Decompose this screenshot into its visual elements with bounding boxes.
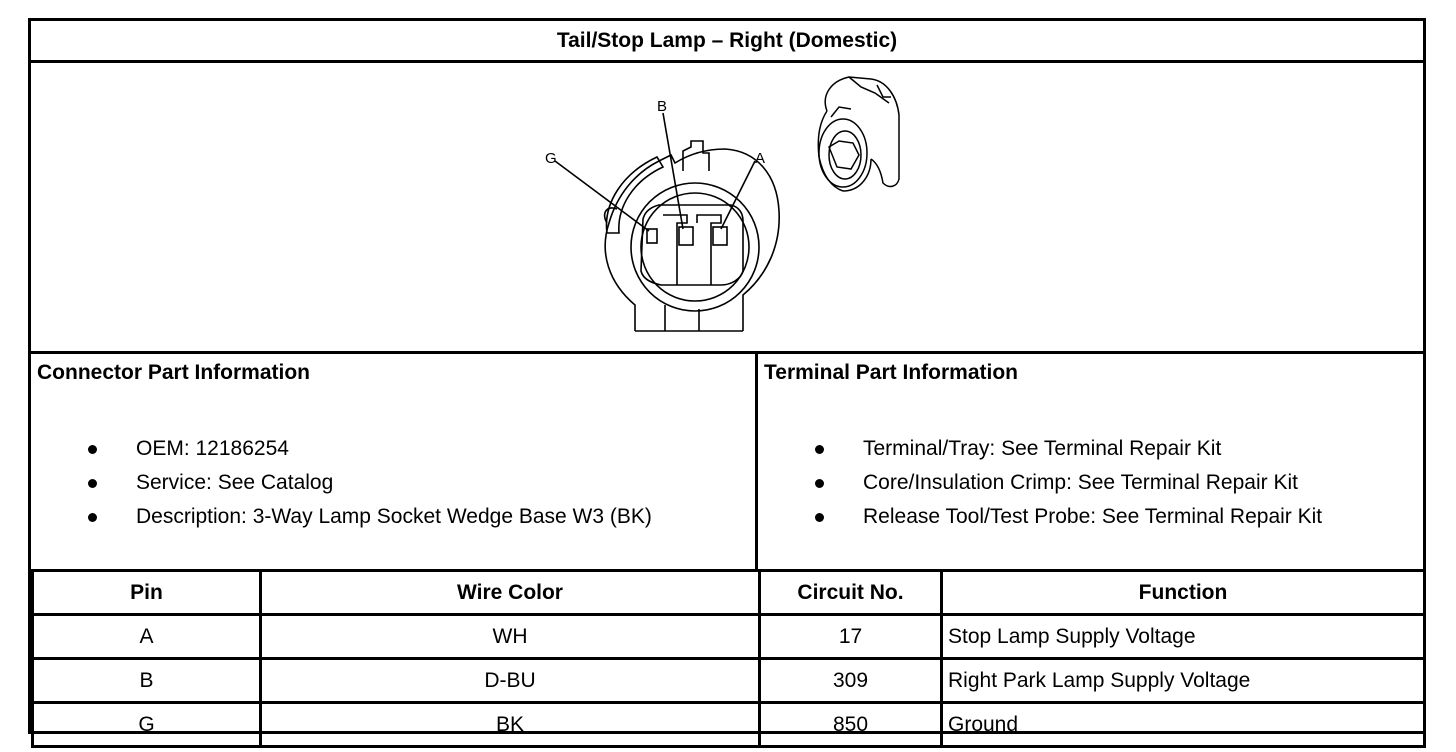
function-cell: Stop Lamp Supply Voltage [942, 615, 1425, 659]
connector-info-heading: Connector Part Information [37, 361, 311, 384]
pin-table [31, 569, 1426, 748]
table-row [33, 615, 1425, 659]
pin-label-b: B [657, 98, 668, 115]
connector-face-view [31, 63, 1423, 351]
function-cell: Right Park Lamp Supply Voltage [942, 659, 1425, 703]
column-header-wire-color: Wire Color [261, 571, 760, 615]
circuit-cell: 309 [760, 659, 942, 703]
column-header-circuit: Circuit No. [760, 571, 942, 615]
page-title: Tail/Stop Lamp – Right (Domestic) [31, 21, 1423, 63]
bullet-icon [88, 479, 97, 488]
table-header-row [33, 571, 1425, 615]
bullet-icon [815, 445, 824, 454]
wire-color-cell: WH [261, 615, 760, 659]
column-header-pin: Pin [33, 571, 261, 615]
bullet-icon [815, 513, 824, 522]
wire-color-cell: D-BU [261, 659, 760, 703]
connector-iso-view [818, 77, 899, 191]
bullet-icon [88, 445, 97, 454]
pin-label-g: G [545, 150, 557, 167]
pin-cell: A [33, 615, 261, 659]
pin-label-a: A [755, 150, 766, 167]
part-information [31, 351, 1423, 572]
circuit-cell: 850 [760, 703, 942, 747]
pin-cell: G [33, 703, 261, 747]
column-header-function: Function [942, 571, 1425, 615]
terminal-info-heading: Terminal Part Information [764, 361, 1018, 384]
wire-color-cell: BK [261, 703, 760, 747]
bullet-icon [815, 479, 824, 488]
connector-part-info: Connector Part Information OEM: 12186254 Service: See Catalog Description: 3-Way Lamp Socket Wedge Base W3 (BK) [31, 354, 758, 572]
terminal-part-info: Terminal Part Information Terminal/Tray: See Terminal Repair Kit Core/Insulation Crimp: See Terminal Repair Kit Release Tool/Test Probe: See Terminal Repair Kit [764, 361, 1323, 528]
circuit-cell: 17 [760, 615, 942, 659]
connector-diagram [31, 63, 1423, 351]
connector-face-drawing [555, 113, 779, 331]
pin-cell: B [33, 659, 261, 703]
connector-sheet [28, 18, 1426, 734]
table-row [33, 659, 1425, 703]
function-cell: Ground [942, 703, 1425, 747]
bullet-icon [88, 513, 97, 522]
table-row [33, 703, 1425, 747]
